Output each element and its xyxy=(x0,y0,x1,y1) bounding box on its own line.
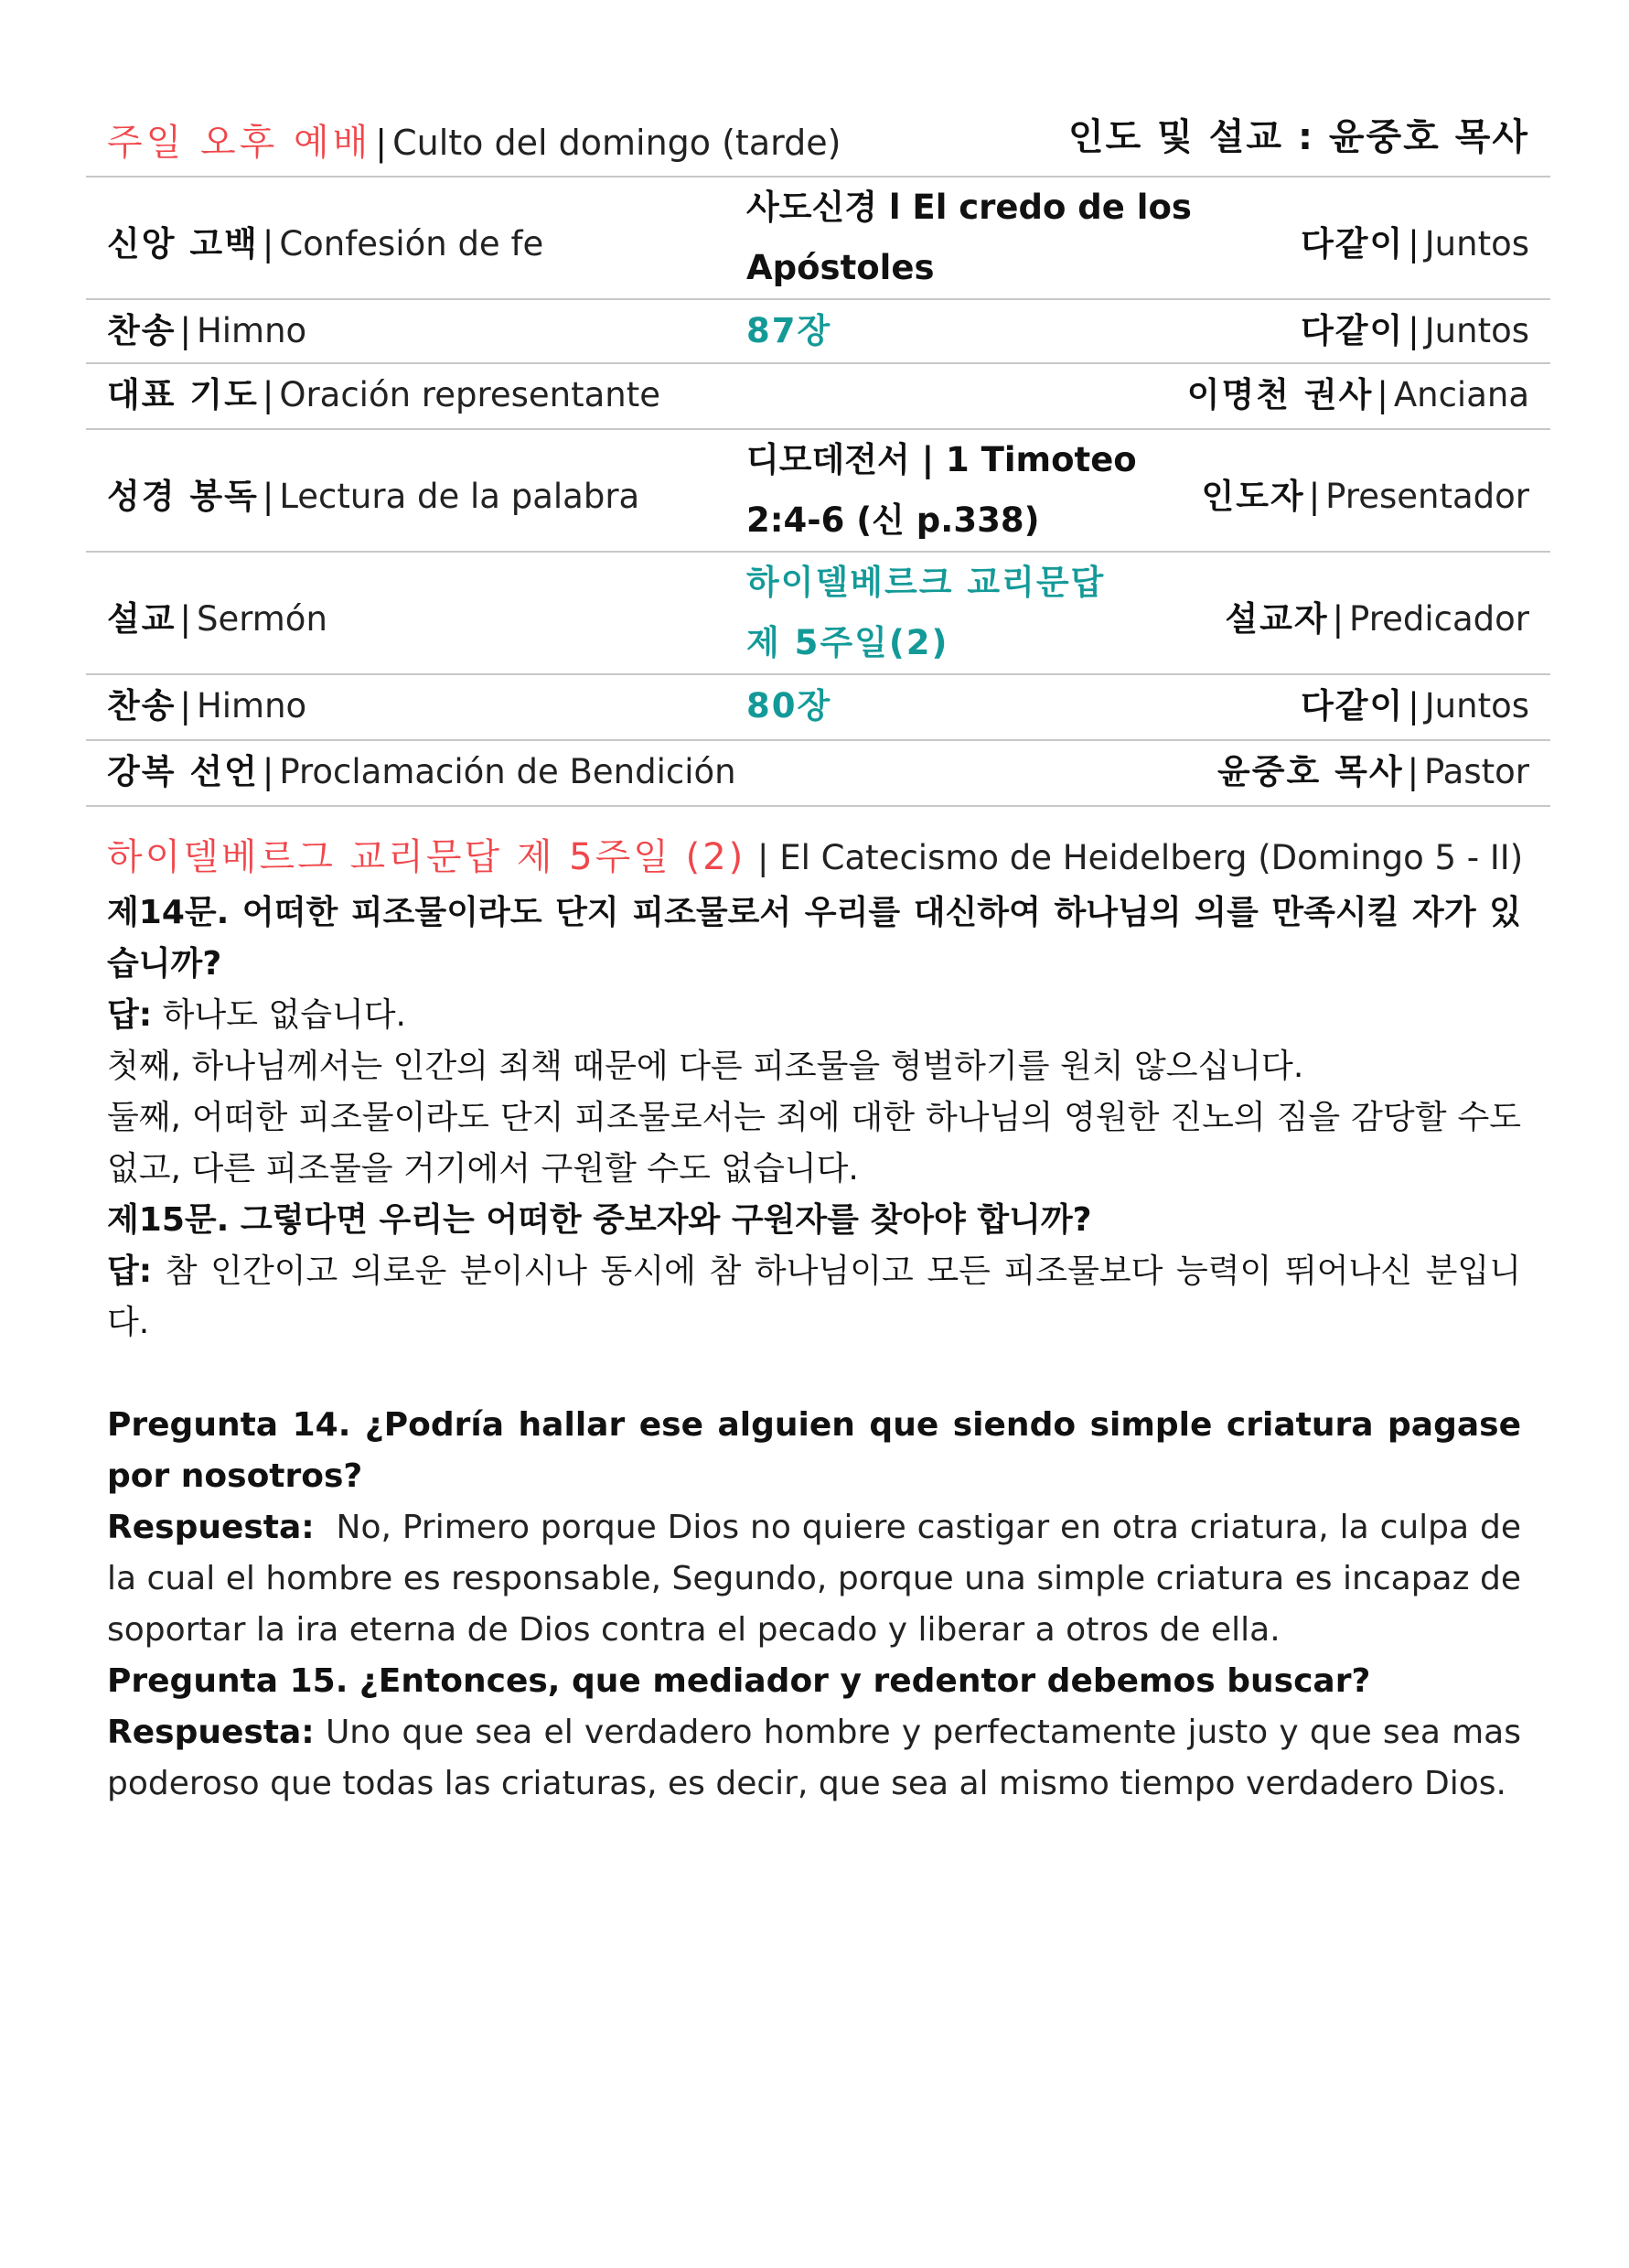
question-15-es: Pregunta 15. ¿Entonces, que mediador y redentor debemos buscar? xyxy=(107,1662,1371,1700)
part-cell xyxy=(107,309,306,353)
pipe-separator: | xyxy=(1407,752,1420,791)
part-ko: 강복 선언 xyxy=(107,752,259,791)
question-14-ko: 제14문. 어떠한 피조물이라도 단지 피조물로서 우리를 대신하여 하나님의 의를 만족시킬 자가 있습니까? xyxy=(107,894,1521,983)
respuesta-label: Respuesta: xyxy=(107,1509,315,1546)
pipe-separator: | xyxy=(179,311,191,350)
part-cell xyxy=(107,468,639,518)
part-ko: 찬송 xyxy=(107,311,177,350)
part-ko: 성경 봉독 xyxy=(107,477,259,516)
answer-14-ko-point-1: 첫째, 하나님께서는 인간의 죄책 때문에 다른 피조물을 형벌하기를 원치 않으십니다. xyxy=(107,1048,1304,1085)
part-es: Confesión de fe xyxy=(279,224,544,263)
who-es: Pastor xyxy=(1424,752,1529,791)
hymn-number: 80장 xyxy=(746,686,832,726)
answer-label: 답: xyxy=(107,996,153,1034)
table-row xyxy=(86,675,1550,741)
catechism-title-ko: 하이델베르그 교리문답 제 5주일 (2) xyxy=(107,836,746,878)
part-ko: 찬송 xyxy=(107,686,177,726)
who-cell xyxy=(1301,684,1529,728)
who-es: Juntos xyxy=(1424,686,1529,726)
part-cell xyxy=(107,591,327,640)
catechism-title xyxy=(107,828,1524,887)
pipe-separator: | xyxy=(179,686,191,726)
answer-15-es xyxy=(107,1707,1521,1810)
answer-text: Uno que sea el verdadero hombre y perfectamente justo y que sea mas poderoso que todas las criaturas, es decir, que sea al mismo tiempo verdadero Dios. xyxy=(107,1714,1521,1802)
who-es: Anciana xyxy=(1393,375,1529,414)
part-ko: 설교 xyxy=(107,599,177,639)
who-ko: 이명천 권사 xyxy=(1186,375,1374,414)
content-line: 제 5주일(2) xyxy=(746,623,949,662)
order-of-worship-table xyxy=(86,176,1550,807)
content-cell xyxy=(746,177,1192,298)
answer-14-ko-point-2: 둘째, 어떠한 피조물이라도 단지 피조물로서는 죄에 대한 하나님의 영원한 진노의 짐을 감당할 수도 없고, 다른 피조물을 거기에서 구원할 수도 없습니다. xyxy=(107,1099,1521,1188)
part-es: Oración representante xyxy=(279,375,661,414)
pipe-separator: | xyxy=(262,477,274,516)
pipe-separator: | xyxy=(262,224,274,263)
answer-text: No, Primero porque Dios no quiere castigar en otra criatura, la culpa de la cual el hombre es responsable, Segundo, porque una simple criatura es incapaz de soportar la ira eterna de Dios contra el pecado y liberar a otros de ella. xyxy=(107,1509,1521,1649)
who-es: Juntos xyxy=(1424,224,1529,263)
spacer xyxy=(107,1349,1521,1400)
answer-14-es xyxy=(107,1502,1521,1656)
part-cell xyxy=(107,216,543,265)
table-row xyxy=(86,430,1550,553)
who-ko: 인도자 xyxy=(1201,477,1305,516)
pipe-separator: | xyxy=(1308,477,1321,516)
content-line: 사도신경 l El credo de los xyxy=(746,188,1192,227)
title-separator: | xyxy=(375,123,388,163)
part-es: Lectura de la palabra xyxy=(279,477,640,516)
who-ko: 다같이 xyxy=(1301,686,1405,726)
sermon-title-cell xyxy=(746,553,1105,673)
service-leader: 인도 및 설교 : 윤중호 목사 xyxy=(1067,116,1529,158)
content-line: 2:4-6 (신 p.338) xyxy=(746,500,1040,540)
service-title-es: Culto del domingo (tarde) xyxy=(392,123,841,163)
who-es: Presentador xyxy=(1325,477,1529,516)
part-ko: 신앙 고백 xyxy=(107,224,259,263)
catechism-section xyxy=(107,828,1524,1810)
who-ko: 설교자 xyxy=(1225,599,1329,639)
content-line: Apóstoles xyxy=(746,248,935,287)
part-es: Himno xyxy=(196,311,307,350)
pipe-separator: | xyxy=(179,599,191,639)
respuesta-label: Respuesta: xyxy=(107,1714,315,1751)
who-cell xyxy=(1217,750,1529,794)
who-es: Juntos xyxy=(1424,311,1529,350)
catechism-title-es: | El Catecismo de Heidelberg (Domingo 5 - II) xyxy=(757,838,1524,877)
service-title-ko: 주일 오후 예배 xyxy=(107,122,372,164)
table-row xyxy=(86,177,1550,300)
part-es: Proclamación de Bendición xyxy=(279,752,736,791)
who-cell xyxy=(1301,309,1529,353)
content-cell xyxy=(746,430,1137,551)
who-ko: 윤중호 목사 xyxy=(1216,752,1404,791)
part-cell xyxy=(107,684,306,728)
pipe-separator: | xyxy=(1377,375,1388,414)
question-14-es: Pregunta 14. ¿Podría hallar ese alguien que siendo simple criatura pagase por nosotros? xyxy=(107,1406,1521,1495)
service-header xyxy=(107,102,1529,168)
pipe-separator: | xyxy=(1408,224,1420,263)
table-row xyxy=(86,553,1550,675)
answer-14-ko xyxy=(107,990,1521,1041)
service-title xyxy=(107,113,841,166)
who-ko: 다같이 xyxy=(1301,224,1405,263)
pipe-separator: | xyxy=(262,375,274,414)
answer-text: 하나도 없습니다. xyxy=(162,996,406,1034)
content-line: 디모데전서 | 1 Timoteo xyxy=(746,440,1137,479)
part-cell xyxy=(107,373,660,417)
who-cell xyxy=(1301,216,1529,265)
who-es: Predicador xyxy=(1349,599,1529,639)
table-row xyxy=(86,364,1550,430)
part-ko: 대표 기도 xyxy=(107,375,259,414)
who-cell xyxy=(1201,468,1529,518)
answer-text: 참 인간이고 의로운 분이시나 동시에 참 하나님이고 모든 피조물보다 능력이 뛰어나신 분입니다. xyxy=(107,1252,1521,1341)
who-ko: 다같이 xyxy=(1301,311,1405,350)
question-15-ko: 제15문. 그렇다면 우리는 어떠한 중보자와 구원자를 찾아야 합니까? xyxy=(107,1201,1092,1239)
answer-15-ko xyxy=(107,1246,1521,1349)
part-cell xyxy=(107,750,736,794)
pipe-separator: | xyxy=(1408,686,1420,726)
hymn-number: 87장 xyxy=(746,311,832,350)
table-row xyxy=(86,300,1550,364)
answer-label: 답: xyxy=(107,1252,153,1290)
table-row xyxy=(86,741,1550,807)
who-cell xyxy=(1187,373,1529,417)
part-es: Sermón xyxy=(196,599,327,639)
who-cell xyxy=(1225,591,1529,640)
pipe-separator: | xyxy=(1408,311,1420,350)
pipe-separator: | xyxy=(1332,599,1345,639)
content-line: 하이델베르크 교리문답 xyxy=(746,563,1106,602)
pipe-separator: | xyxy=(262,752,274,791)
part-es: Himno xyxy=(196,686,307,726)
